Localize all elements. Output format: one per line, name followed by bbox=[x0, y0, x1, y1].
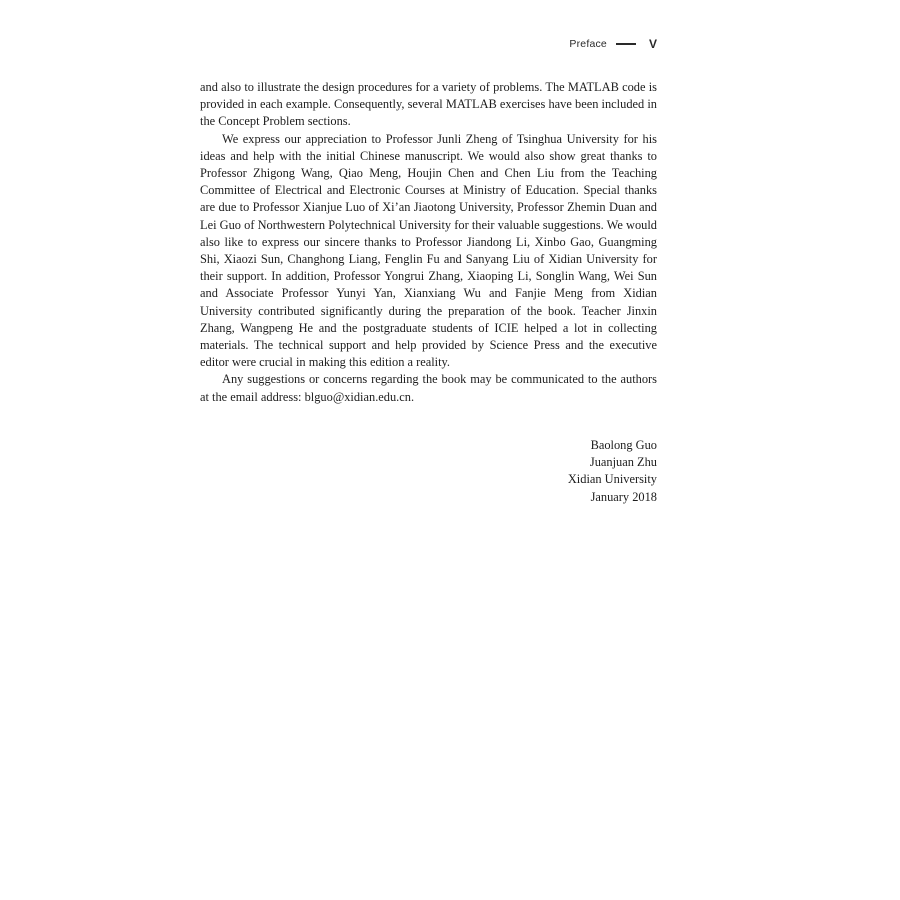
running-header bbox=[500, 36, 657, 52]
author-name-2: Juanjuan Zhu bbox=[589, 455, 657, 470]
author-name-1: Baolong Guo bbox=[590, 438, 657, 452]
section-title: Preface bbox=[569, 38, 607, 50]
date: January 2018 bbox=[590, 489, 657, 504]
paragraph-acknowledgements: We express our appreciation to Professor Junli Zheng of Tsinghua University for his ideas and help with the initial Chinese manuscript. We would also show great thanks to Professor Zhigong Wang, Qiao Meng, Houjin Chen and Chen Liu from the Teaching Committee of Electrical and Electronic Courses at Ministry of Education. Special thanks are due to Professor Xianjue Luo of Xi’an Jiaotong University, Professor Zhemin Duan and Lei Guo of Northwestern Polytechnical University for their valuable suggestions. We would also like to express our sincere thanks to Professor Jiandong Li, Xinbo Gao, Guangming Shi, Xiaozi Sun, Changhong Liang, Fenglin Fu and Sanyang Liu of Xidian University for their support. In addition, Professor Yongrui Zhang, Xiaoping Li, Songlin Wang, Wei Sun and Associate Professor Yunyi Yan, Xianxiang Wu and Fanjie Meng from Xidian University contributed significantly during the preparation of the book. Teacher Jinxin Zhang, Wangpeng He and the postgraduate students of ICIE helped a lot in collecting materials. The technical support and help provided by Science Press and the executive editor were crucial in making this edition a reality. bbox=[200, 131, 657, 370]
header-rule bbox=[616, 43, 636, 45]
page-number: V bbox=[648, 37, 657, 51]
preface-body bbox=[200, 79, 657, 406]
affiliation: Xidian University bbox=[567, 472, 657, 487]
paragraph-contact: Any suggestions or concerns regarding the book may be communicated to the authors at the email address: blguo@xidian.edu.cn. bbox=[200, 372, 657, 404]
signature-block bbox=[460, 437, 657, 506]
paragraph-continuation: and also to illustrate the design procedures for a variety of problems. The MATLAB code is provided in each example. Consequently, several MATLAB exercises have been included in the Concept Problem sections. bbox=[200, 80, 657, 129]
